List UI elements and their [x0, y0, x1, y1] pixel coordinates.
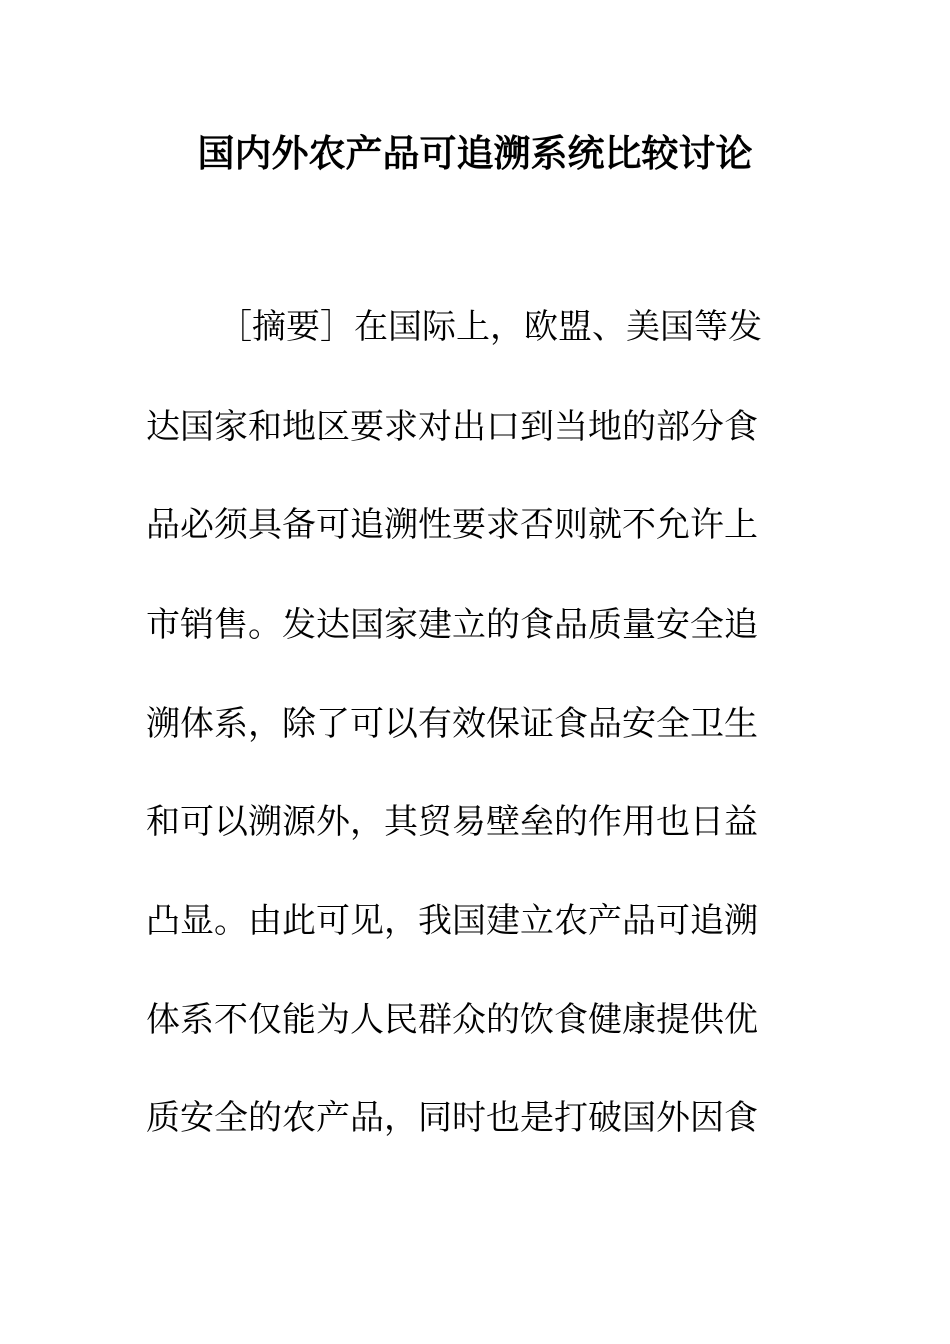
- text-line: ［摘要］在国际上，欧盟、美国等发: [218, 307, 762, 347]
- text-line: 质安全的农产品，同时也是打破国外因食: [146, 1098, 758, 1138]
- text-line: 凸显。由此可见，我国建立农产品可追溯: [146, 901, 758, 941]
- text-line: 体系不仅能为人民群众的饮食健康提供优: [146, 1000, 758, 1040]
- text-line: 溯体系，除了可以有效保证食品安全卫生: [146, 704, 758, 744]
- text-line: 品必须具备可追溯性要求否则就不允许上: [146, 505, 758, 545]
- text-line: 达国家和地区要求对出口到当地的部分食: [146, 407, 758, 447]
- text-line: 和可以溯源外，其贸易壁垒的作用也日益: [146, 802, 758, 842]
- document-title: 国内外农产品可追溯系统比较讨论: [197, 131, 753, 175]
- text-line: 市销售。发达国家建立的食品质量安全追: [146, 605, 758, 645]
